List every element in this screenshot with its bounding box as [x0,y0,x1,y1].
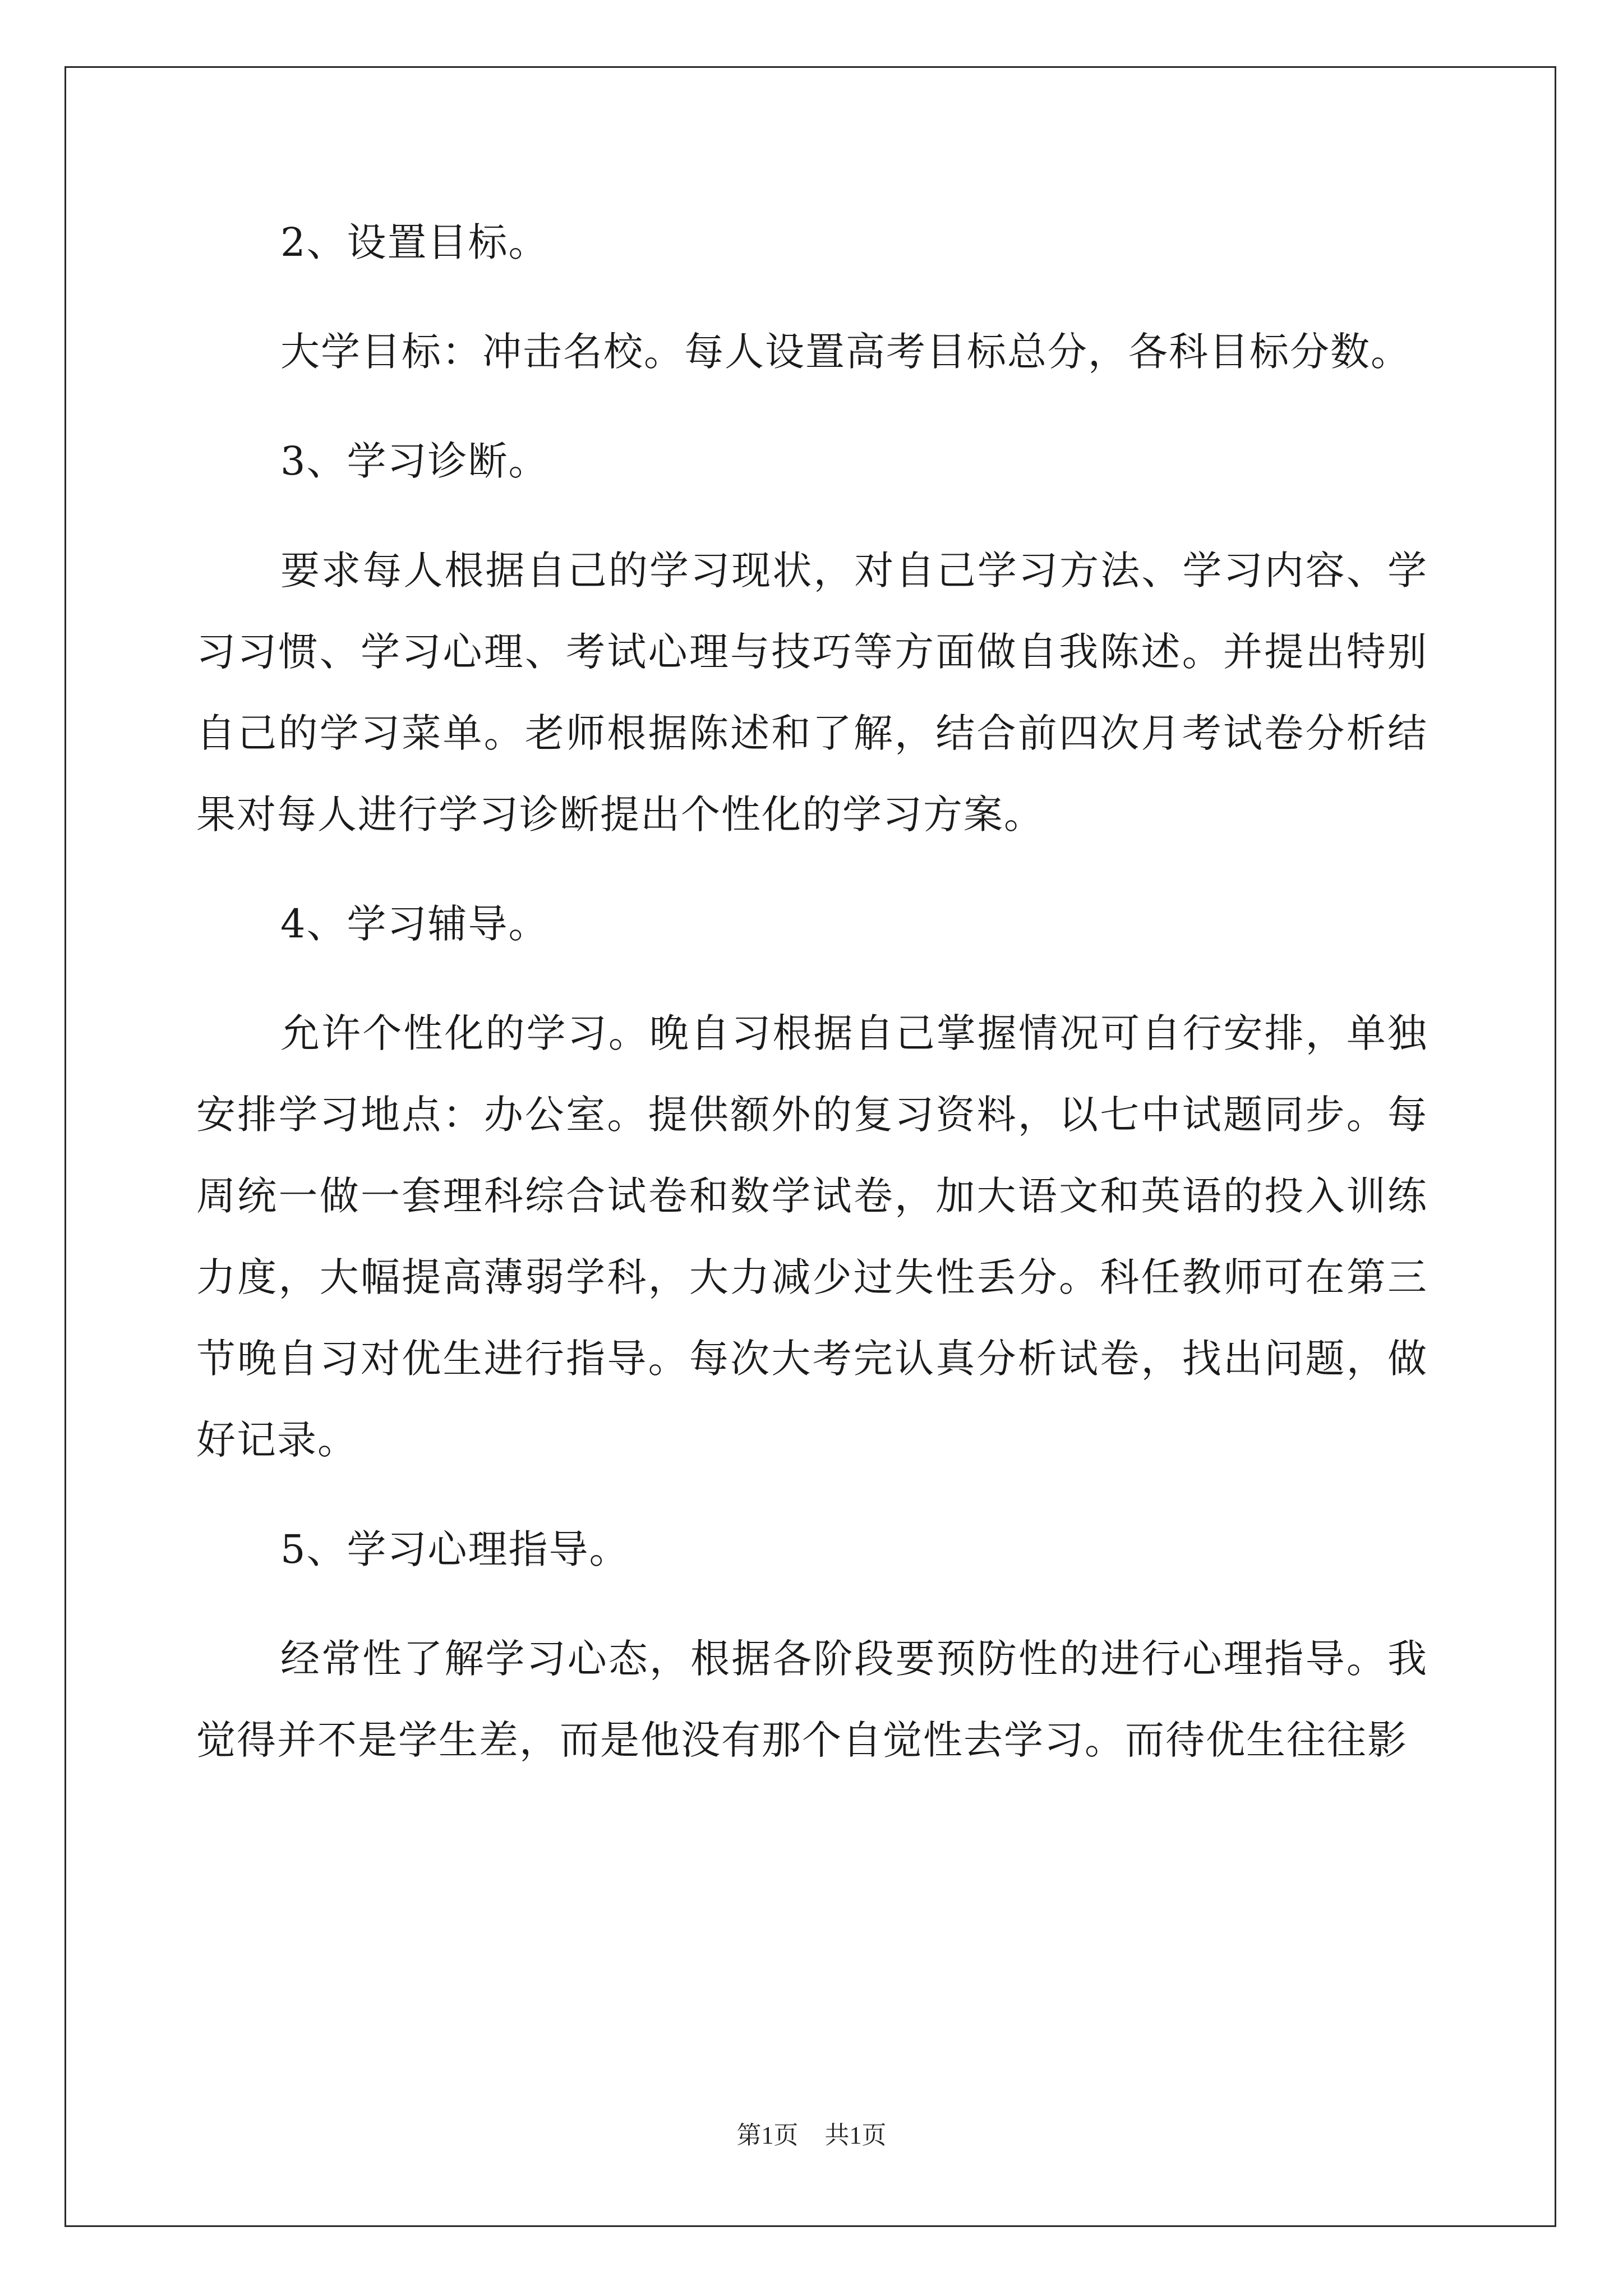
paragraph-tutoring-detail: 允许个性化的学习。晚自习根据自己掌握情况可自行安排，单独安排学习地点：办公室。提供额外的复习资料，以七中试题同步。每周统一做一套理科综合试卷和数学试卷，加大语文和英语的投入训练力度，大幅提高薄弱学科，大力减少过失性丢分。科任教师可在第三节晚自习对优生进行指导。每次大考完认真分析试卷，找出问题，做好记录。 [196,1010,1428,1463]
paragraph-diagnosis-detail: 要求每人根据自己的学习现状，对自己学习方法、学习内容、学习习惯、学习心理、考试心理与技巧等方面做自我陈述。并提出特别自己的学习菜单。老师根据陈述和了解，结合前四次月考试卷分析结果对每人进行学习诊断提出个性化的学习方案。 [196,547,1428,838]
heading-set-goals: 2、设置目标。 [280,219,549,265]
heading-psychology-guidance: 5、学习心理指导。 [280,1526,630,1572]
page-footer [0,2115,1623,2151]
heading-learning-tutoring: 4、学习辅导。 [280,901,549,947]
heading-learning-diagnosis: 3、学习诊断。 [280,438,549,484]
page-total: 共1页 [824,2122,887,2149]
paragraph-university-goal: 大学目标：冲击名校。每人设置高考目标总分，各科目标分数。 [280,329,1411,375]
paragraph-psychology-detail: 经常性了解学习心态，根据各阶段要预防性的进行心理指导。我觉得并不是学生差，而是他没有那个自觉性去学习。而待优生往往影 [196,1636,1428,1763]
page-number: 第1页 [736,2122,799,2149]
document-body [196,202,1428,1781]
